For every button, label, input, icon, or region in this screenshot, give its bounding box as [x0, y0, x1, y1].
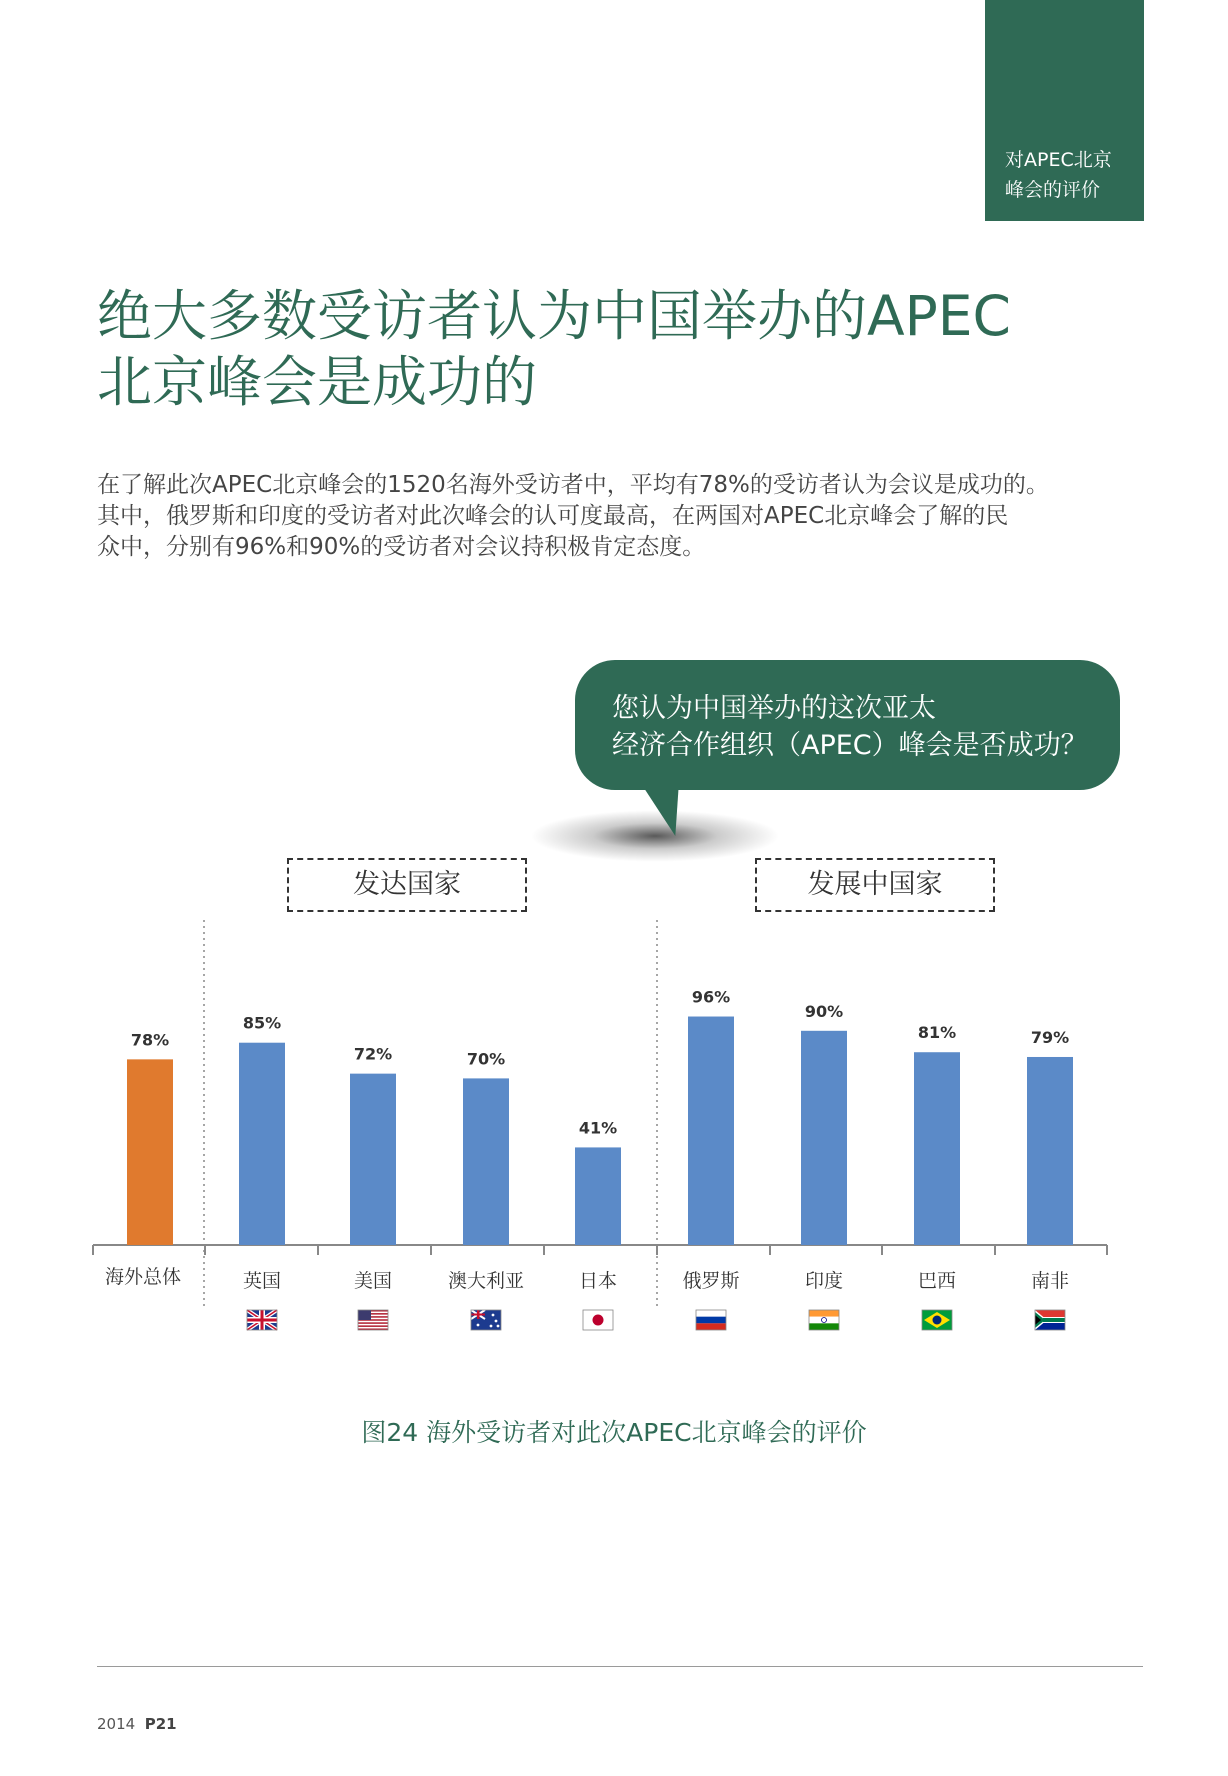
- question-speech-bubble: [575, 660, 1120, 790]
- page-number: P21: [144, 1715, 177, 1733]
- bar-value-label: 72%: [353, 1044, 393, 1064]
- uk-flag-icon: [247, 1310, 277, 1330]
- category-label: 海外总体: [104, 1266, 182, 1288]
- figure-caption: 图24 海外受访者对此次APEC北京峰会的评价: [361, 1418, 867, 1447]
- bar-value-label: 96%: [691, 987, 731, 1007]
- bar-3: [463, 1078, 509, 1245]
- bar-1: [239, 1043, 285, 1245]
- bar-value-label: 78%: [130, 1030, 170, 1050]
- bar-value-label: 70%: [466, 1049, 506, 1069]
- brazil-flag-icon: [922, 1310, 952, 1330]
- survey-question: 您认为中国举办的这次亚太 经济合作组织（APEC）峰会是否成功？: [612, 693, 1088, 761]
- section-tab-label: 对APEC北京 峰会的评价: [1005, 149, 1112, 201]
- south-africa-flag-icon: [1035, 1310, 1065, 1330]
- group-label-developed: 发达国家: [287, 858, 527, 912]
- bar-value-label: 41%: [578, 1118, 618, 1138]
- category-label: 巴西: [917, 1270, 957, 1292]
- bar-value-label: 81%: [917, 1023, 957, 1043]
- category-label: 俄罗斯: [682, 1270, 740, 1292]
- bar-5: [688, 1017, 734, 1245]
- section-tab: [985, 0, 1144, 221]
- category-label: 日本: [578, 1270, 618, 1292]
- bar-value-label: 90%: [804, 1001, 844, 1021]
- bar-chart: [0, 900, 1228, 1340]
- category-label: 英国: [242, 1270, 282, 1292]
- bar-value-label: 85%: [242, 1013, 282, 1033]
- page-headline: 绝大多数受访者认为中国举办的APEC 北京峰会是成功的: [97, 284, 1011, 414]
- bar-2: [350, 1074, 396, 1245]
- category-label: 美国: [353, 1270, 393, 1292]
- australia-flag-icon: [471, 1310, 501, 1330]
- page-footer: [97, 1715, 177, 1733]
- category-label: 澳大利亚: [447, 1270, 525, 1292]
- russia-flag-icon: [696, 1310, 726, 1330]
- bar-value-label: 79%: [1030, 1027, 1070, 1047]
- bar-4: [575, 1147, 621, 1245]
- bar-6: [801, 1031, 847, 1245]
- category-label: 印度: [804, 1270, 844, 1292]
- intro-paragraph: 在了解此次APEC北京峰会的1520名海外受访者中，平均有78%的受访者认为会议是成功的。 其中，俄罗斯和印度的受访者对此次峰会的认可度最高，在两国对APEC北京峰会了解的民 众中，分别有96%和90%的受访者对会议持积极肯定态度。: [97, 472, 1049, 560]
- category-label: 南非: [1030, 1270, 1070, 1292]
- us-flag-icon: [358, 1310, 388, 1330]
- japan-flag-icon: [583, 1310, 613, 1330]
- bar-7: [914, 1052, 960, 1245]
- group-label-developing: 发展中国家: [755, 858, 995, 912]
- footer-year: 2014: [97, 1715, 136, 1733]
- bar-8: [1027, 1057, 1073, 1245]
- bar-0: [127, 1059, 173, 1245]
- india-flag-icon: [809, 1310, 839, 1330]
- footer-rule: [97, 1666, 1143, 1667]
